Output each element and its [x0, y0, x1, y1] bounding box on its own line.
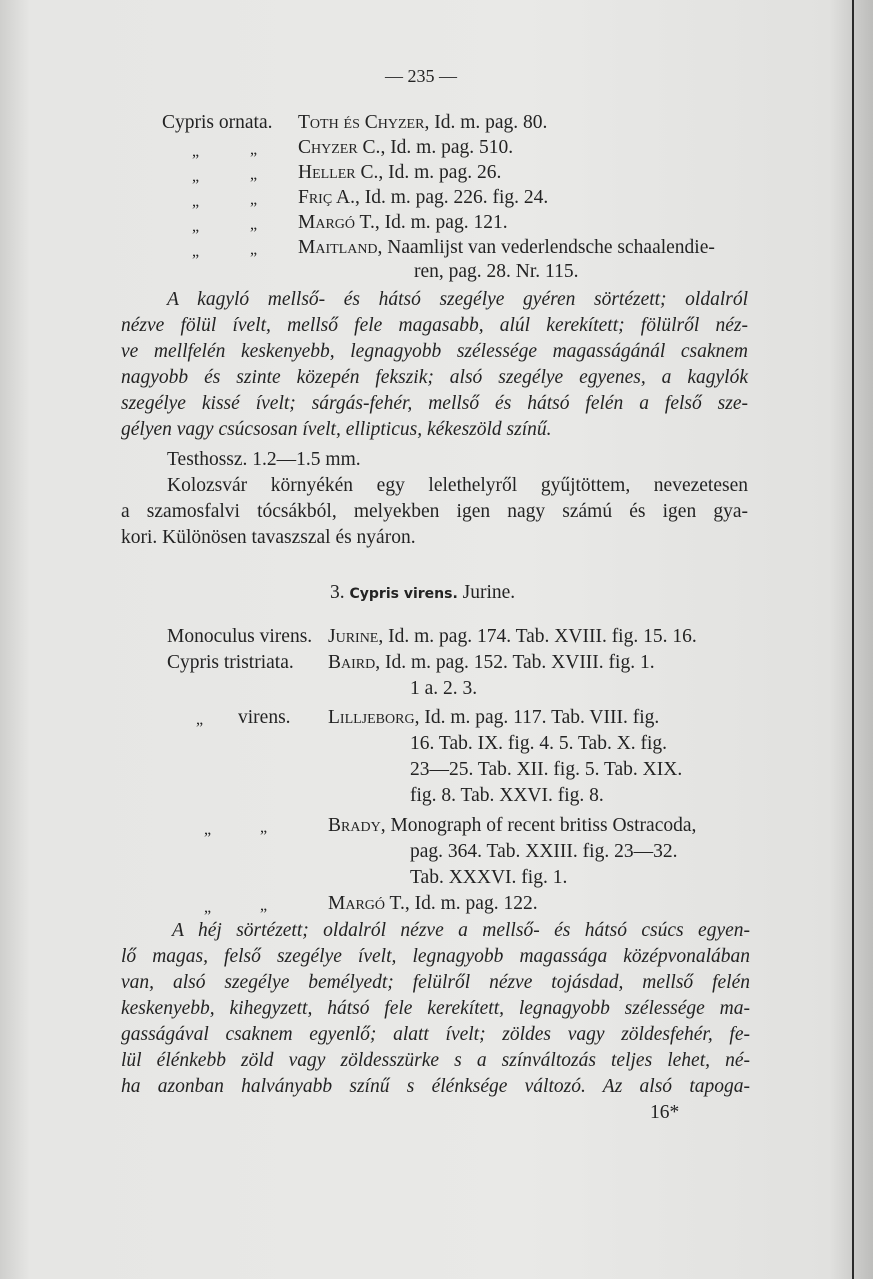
synonym-reference: Baird, Id. m. pag. 152. Tab. XVIII. fig. 1.	[328, 652, 655, 673]
description-line: lő magas, felső szegélye ívelt, legnagyobb magassága középvonalában	[121, 946, 750, 967]
synonym-reference: Friç A., Id. m. pag. 226. fig. 24.	[298, 187, 549, 208]
description-line: ve mellfelén keskenyebb, legnagyobb szélessége magasságánál csaknem	[121, 341, 748, 362]
synonym-reference-cont: pag. 364. Tab. XXIII. fig. 23—32.	[410, 841, 678, 862]
synonym-reference-cont: 1 a. 2. 3.	[410, 678, 478, 699]
ditto-mark: „	[250, 216, 258, 233]
synonym-genus: virens.	[238, 707, 291, 728]
ditto-mark: „	[192, 218, 200, 235]
synonym-reference: Lilljeborg, Id. m. pag. 117. Tab. VIII. fig.	[328, 707, 660, 728]
synonym-reference: Jurine, Id. m. pag. 174. Tab. XVIII. fig. 15. 16.	[328, 626, 697, 647]
description-line: szegélye kissé ívelt; sárgás-fehér, mellső és hátsó felén a felső sze-	[121, 393, 748, 414]
description-line: A héj sörtézett; oldalról nézve a mellső- és hátsó csúcs egyen-	[172, 920, 750, 941]
synonym-reference: Margó T., Id. m. pag. 122.	[328, 893, 538, 914]
description-line: nézve fölül ívelt, mellső fele magasabb, alúl kerekített; fölülről néz-	[121, 315, 748, 336]
locality-line: a szamosfalvi tócsákból, melyekben igen nagy számú és igen gya-	[121, 501, 748, 522]
description-line: lül élénkebb zöld vagy zöldesszürke s a színváltozás teljes lehet, né-	[121, 1050, 750, 1071]
ditto-mark: „	[204, 899, 212, 916]
synonym-reference: Maitland, Naamlijst van vederlendsche schaalendie-	[298, 237, 715, 258]
ditto-mark: „	[192, 243, 200, 260]
signature-mark: 16*	[650, 1102, 680, 1123]
page-number: — 235 —	[385, 66, 457, 86]
synonym-reference: Heller C., Id. m. pag. 26.	[298, 162, 502, 183]
description-line: van, alsó szegélye bemélyedt; felülről nézve tojásdad, mellső felén	[121, 972, 750, 993]
ditto-mark: „	[260, 897, 268, 914]
ditto-mark: „	[204, 821, 212, 838]
page-edge-line	[852, 0, 854, 1279]
species-heading: 3. Cypris virens. Jurine.	[330, 582, 516, 603]
ditto-mark: „	[192, 143, 200, 160]
description-line: nagyobb és szinte közepén fekszik; alsó szegélye egyenes, a kagylók	[121, 367, 748, 388]
description-line: gélyen vagy csúcsosan ívelt, ellipticus, kékeszöld színű.	[121, 419, 552, 440]
synonym-reference: Chyzer C., Id. m. pag. 510.	[298, 137, 514, 158]
synonym-genus: Cypris tristriata.	[167, 652, 294, 673]
synonym-reference-cont: 16. Tab. IX. fig. 4. 5. Tab. X. fig.	[410, 733, 668, 754]
ditto-mark: „	[250, 191, 258, 208]
synonym-reference-cont: ren, pag. 28. Nr. 115.	[414, 261, 579, 282]
locality-line: Kolozsvár környékén egy lelethelyről gyűjtöttem, nevezetesen	[167, 475, 748, 496]
synonym-reference-cont: 23—25. Tab. XII. fig. 5. Tab. XIX.	[410, 759, 683, 780]
ditto-mark: „	[196, 711, 204, 728]
description-line: A kagyló mellső- és hátsó szegélye gyéren sörtézett; oldalról	[167, 289, 748, 310]
ditto-mark: „	[192, 193, 200, 210]
locality-line: kori. Különösen tavaszszal és nyáron.	[121, 527, 416, 548]
description-line: keskenyebb, kihegyzett, hátsó fele kerekített, legnagyobb szélessége ma-	[121, 998, 750, 1019]
ditto-mark: „	[192, 168, 200, 185]
ditto-mark: „	[260, 819, 268, 836]
synonym-reference: Margó T., Id. m. pag. 121.	[298, 212, 508, 233]
ditto-mark: „	[250, 141, 258, 158]
synonym-genus: Cypris ornata.	[162, 112, 273, 133]
synonym-reference-cont: Tab. XXXVI. fig. 1.	[410, 867, 568, 888]
synonym-genus: Monoculus virens.	[167, 626, 313, 647]
description-line: ha azonban halványabb színű s élénksége változó. Az alsó tapoga-	[121, 1076, 750, 1097]
synonym-reference: Brady, Monograph of recent britiss Ostracoda,	[328, 815, 697, 836]
body-length: Testhossz. 1.2—1.5 mm.	[167, 449, 361, 470]
ditto-mark: „	[250, 166, 258, 183]
description-line: gasságával csaknem egyenlő; alatt ívelt; zöldes vagy zöldesfehér, fe-	[121, 1024, 750, 1045]
ditto-mark: „	[250, 241, 258, 258]
synonym-reference-cont: fig. 8. Tab. XXVI. fig. 8.	[410, 785, 604, 806]
synonym-reference: Toth és Chyzer, Id. m. pag. 80.	[298, 112, 548, 133]
